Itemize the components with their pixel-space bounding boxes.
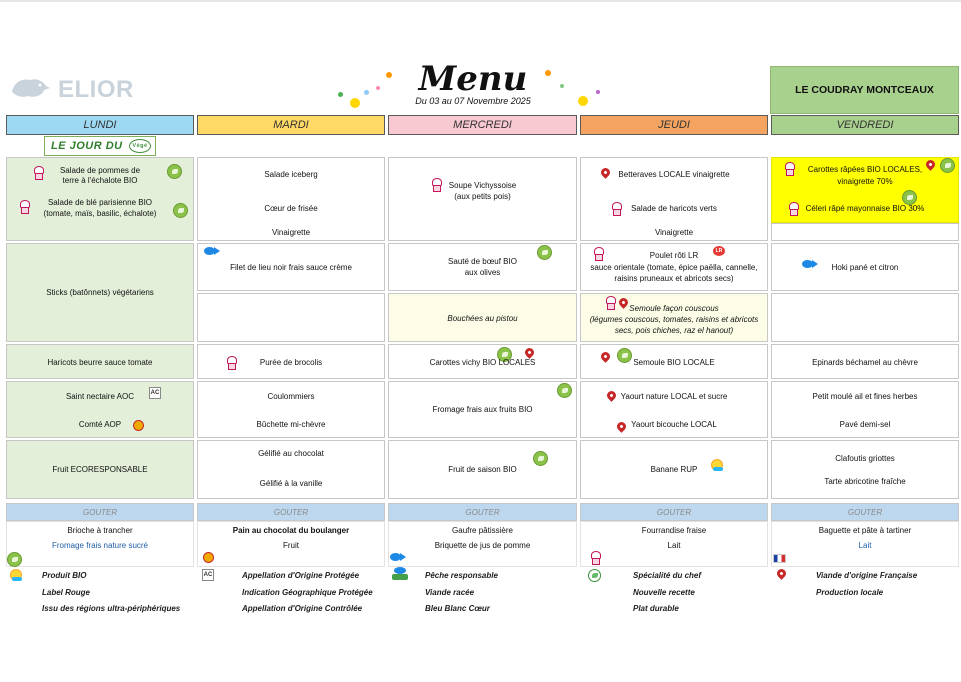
jeudi-entree-3: Vinaigrette xyxy=(654,228,694,237)
mercredi-plat-1: Sauté de bœuf BIO xyxy=(448,257,517,266)
lundi-dessert-text: Fruit ECORESPONSABLE xyxy=(52,465,148,474)
vendredi-entree-2: Céleri râpé mayonnaise BIO 30% xyxy=(805,204,925,213)
french-flag-icon xyxy=(773,554,786,563)
vendredi-legume-text: Epinards béchamel au chèvre xyxy=(812,358,918,367)
lundi-entree-2b: (tomate, maïs, basilic, échalote) xyxy=(43,209,157,218)
lundi-dessert xyxy=(6,440,194,499)
bio-leaf-icon xyxy=(173,203,188,218)
legend-col-3 xyxy=(425,568,498,618)
confetti-dot xyxy=(338,92,343,97)
menu-title: Menu xyxy=(418,59,528,99)
peche-responsable-icon xyxy=(392,567,408,581)
mercredi-fromage xyxy=(388,381,577,438)
vendredi-fromage xyxy=(771,381,959,438)
gouter-label: GOUTER xyxy=(273,508,309,517)
vendredi-gouter-1: Baguette et pâte à tartiner xyxy=(818,526,912,535)
confetti-dot xyxy=(350,98,360,108)
jour-du-label: LE JOUR DU xyxy=(51,140,123,152)
vendredi-dessert-1: Clafoutis griottes xyxy=(835,454,895,463)
mardi-dessert-1: Gélifié au chocolat xyxy=(258,449,324,458)
jeudi-plat xyxy=(580,243,768,291)
mardi-gouter xyxy=(197,521,385,567)
legend-col-4 xyxy=(633,568,701,618)
jeudi-plat-vege-1: Semoule façon couscous xyxy=(629,304,719,313)
mercredi-plat-vege xyxy=(388,293,577,342)
jeudi-entree-2: Salade de haricots verts xyxy=(631,204,717,213)
bio-leaf-icon xyxy=(557,383,572,398)
mercredi-plat xyxy=(388,243,577,291)
mardi-legume xyxy=(197,344,385,379)
legend-col-5 xyxy=(816,568,917,601)
jeudi-legume xyxy=(580,344,768,379)
jour-du-vege-badge xyxy=(44,136,156,156)
jeudi-gouter-header xyxy=(580,503,768,521)
mercredi-plat-2: aux olives xyxy=(464,268,501,277)
bio-leaf-icon xyxy=(167,164,182,179)
bio-leaf-icon xyxy=(7,552,22,567)
aop-seal-icon xyxy=(203,552,214,563)
mercredi-entree-1: Soupe Vichyssoise xyxy=(448,181,517,190)
jeudi-plat-vege-2: (légumes couscous, tomates, raisins et abricots xyxy=(589,315,759,324)
lundi-gouter xyxy=(6,521,194,567)
vendredi-legume xyxy=(771,344,959,379)
fish-icon xyxy=(390,552,406,562)
ac-label-icon: AC xyxy=(149,387,161,399)
jeudi-entree xyxy=(580,157,768,241)
lundi-fromage-1: Saint nectaire AOC xyxy=(65,392,135,401)
confetti-dot xyxy=(376,86,380,90)
lundi-entree xyxy=(6,157,194,241)
elior-wordmark: ELIOR xyxy=(58,76,134,103)
gouter-label: GOUTER xyxy=(465,508,500,517)
gouter-label: GOUTER xyxy=(847,508,883,517)
day-header-lundi: LUNDI xyxy=(6,115,194,135)
mercredi-gouter-header xyxy=(388,503,577,521)
elior-logo xyxy=(8,74,138,102)
mardi-fromage-2: Bûchette mi-chèvre xyxy=(256,420,326,429)
gouter-label: GOUTER xyxy=(656,508,692,517)
vendredi-fromage-1: Petit moulé ail et fines herbes xyxy=(812,392,918,401)
mercredi-plat-vege-text: Bouchées au pistou xyxy=(447,314,518,323)
mardi-entree xyxy=(197,157,385,241)
lundi-entree-2a: Salade de blé parisienne BIO xyxy=(47,198,153,207)
mardi-fromage-1: Coulommiers xyxy=(267,392,315,401)
confetti-dot xyxy=(596,90,600,94)
legend-label-rouge: Label Rouge xyxy=(42,587,91,597)
jeudi-plat-1: Poulet rôti LR xyxy=(649,251,699,260)
mardi-fromage xyxy=(197,381,385,438)
legend-col-1 xyxy=(42,568,180,618)
mardi-gouter-2: Fruit xyxy=(283,541,299,550)
confetti-dot xyxy=(545,70,551,76)
jeudi-fromage-1: Yaourt nature LOCAL et sucre xyxy=(620,392,728,401)
legend-bio: Produit BIO xyxy=(42,571,87,580)
vendredi-gouter-header xyxy=(771,503,959,521)
label-rouge-icon: LR xyxy=(713,246,725,256)
mercredi-dessert xyxy=(388,440,577,499)
confetti-dot xyxy=(560,84,564,88)
mercredi-entree xyxy=(388,157,577,241)
jeudi-gouter-1: Fourrandise fraise xyxy=(641,526,707,535)
legend-viande-racee: Viande racée xyxy=(425,587,475,597)
jeudi-entree-1: Betteraves LOCALE vinaigrette xyxy=(618,170,730,179)
jeudi-gouter-2: Lait xyxy=(667,541,681,550)
vendredi-entree-gap xyxy=(771,223,959,241)
gouter-label: GOUTER xyxy=(82,508,118,517)
lundi-plat xyxy=(6,243,194,342)
ac-label-icon: AC xyxy=(202,569,214,581)
legend-bleu-blanc-coeur: Bleu Blanc Cœur xyxy=(425,604,490,613)
legend-aoc: Appellation d'Origine Contrôlée xyxy=(242,604,363,613)
lundi-fromage xyxy=(6,381,194,438)
vendredi-fromage-2: Pavé demi-sel xyxy=(839,420,891,429)
confetti-dot xyxy=(364,90,369,95)
legend-col-2 xyxy=(242,568,373,618)
mercredi-legume-text: Carottes vichy BIO LOCALES xyxy=(429,358,536,367)
jeudi-plat-2: sauce orientale (tomate, épice paëlla, cannelle, xyxy=(590,263,758,272)
legend-nouvelle-recette: Nouvelle recette xyxy=(633,587,695,597)
bio-leaf-icon xyxy=(902,190,917,205)
mardi-entree-3: Vinaigrette xyxy=(271,228,311,237)
aop-seal-icon xyxy=(133,420,144,431)
vendredi-entree-1b: vinaigrette 70% xyxy=(837,177,893,186)
day-header-mardi: MARDI xyxy=(197,115,385,135)
lundi-legume xyxy=(6,344,194,379)
mardi-dessert xyxy=(197,440,385,499)
vendredi-entree-1a: Carottes râpées BIO LOCALES, xyxy=(807,165,923,174)
lundi-fromage-2: Comté AOP xyxy=(78,420,122,429)
mardi-entree-2: Cœur de frisée xyxy=(264,204,318,213)
jeudi-legume-text: Semoule BIO LOCALE xyxy=(633,358,715,367)
sun-rup-icon xyxy=(711,459,723,471)
mardi-gouter-1: Pain au chocolat du boulanger xyxy=(232,526,350,535)
vege-label: Végé xyxy=(129,139,151,153)
lundi-entree-1a: Salade de pommes de xyxy=(59,166,141,175)
legend-rup: Issu des régions ultra-périphériques xyxy=(42,604,181,613)
mercredi-entree-2: (aux petits pois) xyxy=(454,192,511,201)
legend-plat-durable: Plat durable xyxy=(633,604,679,613)
vendredi-plat-vege xyxy=(771,293,959,342)
mardi-plat-text: Filet de lieu noir frais sauce crème xyxy=(230,263,352,272)
jeudi-fromage xyxy=(580,381,768,438)
confetti-dot xyxy=(578,96,588,106)
mercredi-fromage-text: Fromage frais aux fruits BIO xyxy=(432,405,533,414)
vendredi-gouter xyxy=(771,521,959,567)
menu-dates: Du 03 au 07 Novembre 2025 xyxy=(415,96,531,106)
mercredi-gouter-1: Gaufre pâtissière xyxy=(452,526,513,535)
sun-rup-icon xyxy=(10,569,22,581)
jeudi-plat-vege-3: secs, pois chiches, raz el hanout) xyxy=(614,326,734,335)
bio-leaf-icon xyxy=(533,451,548,466)
legend-production-locale: Production locale xyxy=(816,587,884,597)
mardi-entree-1: Salade iceberg xyxy=(264,170,318,179)
lundi-legume-text: Haricots beurre sauce tomate xyxy=(47,358,153,367)
school-name: LE COUDRAY MONTCEAUX xyxy=(770,66,959,114)
jeudi-plat-3: raisins pruneaux et abricots secs) xyxy=(614,274,734,283)
mardi-dessert-2: Gélifié à la vanille xyxy=(259,479,323,488)
vendredi-entree xyxy=(771,157,959,223)
jeudi-gouter xyxy=(580,521,768,567)
vendredi-plat-text: Hoki pané et citron xyxy=(831,263,899,272)
mardi-gouter-header xyxy=(197,503,385,521)
mercredi-dessert-text: Fruit de saison BIO xyxy=(448,465,517,474)
lundi-gouter-1: Brioche à trancher xyxy=(67,526,133,535)
jeudi-dessert xyxy=(580,440,768,499)
mardi-plat-vege xyxy=(197,293,385,342)
confetti-dot xyxy=(386,72,392,78)
day-header-vendredi: VENDREDI xyxy=(771,115,959,135)
day-header-jeudi: JEUDI xyxy=(580,115,768,135)
vendredi-gouter-2: Lait xyxy=(858,541,872,550)
fish-icon xyxy=(204,246,220,256)
location-pin-icon xyxy=(523,346,536,359)
vendredi-plat xyxy=(771,243,959,291)
legend-peche: Pêche responsable xyxy=(425,571,498,580)
mardi-plat xyxy=(197,243,385,291)
mercredi-gouter-2: Briquette de jus de pomme xyxy=(434,541,531,550)
durable-leaf-icon xyxy=(588,569,601,582)
day-header-mercredi: MERCREDI xyxy=(388,115,577,135)
location-pin-icon xyxy=(775,567,788,580)
mercredi-gouter xyxy=(388,521,577,567)
vendredi-dessert-2: Tarte abricotine fraîche xyxy=(824,477,906,486)
lundi-entree-1b: terre à l'échalote BIO xyxy=(62,176,138,185)
top-border xyxy=(0,0,961,2)
lundi-gouter-2: Fromage frais nature sucré xyxy=(51,541,149,550)
lundi-plat-text: Sticks (batônnets) végétariens xyxy=(46,288,154,297)
mardi-legume-text: Purée de brocolis xyxy=(259,358,323,367)
lundi-gouter-header xyxy=(6,503,194,521)
legend-igp: Indication Géographique Protégée xyxy=(242,587,373,597)
elior-lion-icon xyxy=(8,74,52,100)
chef-hat-icon xyxy=(590,551,600,564)
vendredi-dessert xyxy=(771,440,959,499)
legend-viande-francaise: Viande d'origine Française xyxy=(816,571,918,580)
legend-aop: Appellation d'Origine Protégée xyxy=(242,571,360,580)
jeudi-plat-vege xyxy=(580,293,768,342)
mercredi-legume xyxy=(388,344,577,379)
jeudi-dessert-text: Banane RUP xyxy=(650,465,698,474)
legend-specialite: Spécialité du chef xyxy=(633,571,702,580)
jeudi-fromage-2: Yaourt bicouche LOCAL xyxy=(631,420,717,429)
